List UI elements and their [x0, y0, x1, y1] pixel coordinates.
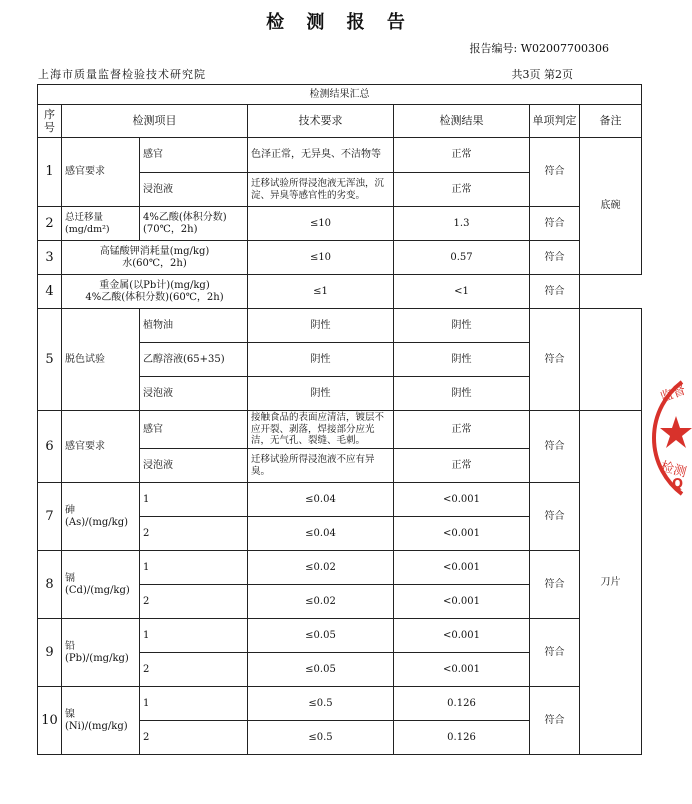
row-item-line: 重金属(以Pb计)(mg/kg) — [99, 279, 210, 291]
result-cell: <0.001 — [394, 619, 530, 653]
row-item — [62, 207, 140, 241]
header-remark: 备注 — [580, 105, 642, 138]
requirement-cell: ≤0.02 — [248, 551, 394, 585]
table-row — [38, 241, 642, 275]
header-result: 检测结果 — [394, 105, 530, 138]
sub-item: 2 — [140, 653, 248, 687]
sub-item — [140, 207, 248, 241]
row-seq: 3 — [38, 241, 62, 275]
requirement-cell: ≤0.05 — [248, 619, 394, 653]
table-row — [38, 551, 642, 585]
sub-item: 1 — [140, 619, 248, 653]
remark-blade: 刀片 — [580, 411, 642, 755]
row-item-line: 水(60℃，2h) — [122, 257, 187, 269]
sub-item: 2 — [140, 517, 248, 551]
row-item: 脱色试验 — [62, 309, 140, 411]
table-row — [38, 309, 642, 343]
svg-text:监督: 监督 — [658, 382, 688, 406]
requirement-cell: 阴性 — [248, 343, 394, 377]
result-cell: 正常 — [394, 138, 530, 173]
sub-item: 乙醇溶液(65+35) — [140, 343, 248, 377]
result-cell: 正常 — [394, 411, 530, 449]
row-item-line: 4%乙酸(体积分数)(60℃，2h) — [85, 291, 224, 303]
sub-item: 1 — [140, 551, 248, 585]
row-item-line: 总迁移量 — [65, 212, 104, 224]
row-item: 感官要求 — [62, 138, 140, 207]
row-item: 镍(Ni)/(mg/kg) — [62, 687, 140, 755]
sub-item: 2 — [140, 585, 248, 619]
sub-item: 感官 — [140, 138, 248, 173]
header-requirement: 技术要求 — [248, 105, 394, 138]
sub-item: 浸泡液 — [140, 449, 248, 483]
verdict-cell: 符合 — [530, 619, 580, 687]
result-cell: 正常 — [394, 449, 530, 483]
row-item — [62, 241, 248, 275]
report-number: 报告编号: W02007700306 — [469, 42, 609, 55]
row-seq: 4 — [38, 275, 62, 309]
requirement-cell: ≤10 — [248, 207, 394, 241]
verdict-cell: 符合 — [530, 551, 580, 619]
institute-name: 上海市质量监督检验技术研究院 — [38, 68, 206, 81]
requirement-cell: 接触食品的表面应清洁，镀层不应开裂、剥落，焊接部分应光洁，无气孔、裂缝、毛刺。 — [248, 411, 394, 449]
row-seq: 6 — [38, 411, 62, 483]
table-row — [38, 207, 642, 241]
requirement-cell: ≤0.5 — [248, 687, 394, 721]
verdict-cell: 符合 — [530, 309, 580, 411]
row-item-line: (mg/dm²) — [65, 223, 110, 235]
result-cell: 阴性 — [394, 377, 530, 411]
sub-item: 浸泡液 — [140, 377, 248, 411]
row-item — [62, 275, 248, 309]
table-row — [38, 411, 642, 449]
table-row — [38, 275, 642, 309]
requirement-cell: ≤0.02 — [248, 585, 394, 619]
requirement-cell: ≤0.04 — [248, 517, 394, 551]
verdict-cell: 符合 — [530, 483, 580, 551]
result-cell: <0.001 — [394, 653, 530, 687]
table-caption: 检测结果汇总 — [38, 85, 642, 105]
result-cell: <0.001 — [394, 551, 530, 585]
requirement-cell: 迁移试验所得浸泡液不应有异臭。 — [248, 449, 394, 483]
requirement-cell: ≤0.05 — [248, 653, 394, 687]
requirement-cell: 迁移试验所得浸泡液无浑浊，沉淀、异臭等感官性的劣变。 — [248, 173, 394, 207]
verdict-cell: 符合 — [530, 411, 580, 483]
verdict-cell: 符合 — [530, 207, 580, 241]
result-cell: 1.3 — [394, 207, 530, 241]
result-cell: 0.126 — [394, 687, 530, 721]
seal-stamp-icon — [652, 378, 692, 498]
header-verdict: 单项判定 — [530, 105, 580, 138]
requirement-cell: 色泽正常，无异臭、不洁物等 — [248, 138, 394, 173]
row-seq: 7 — [38, 483, 62, 551]
row-seq: 2 — [38, 207, 62, 241]
row-seq: 8 — [38, 551, 62, 619]
sub-item-line: (70℃，2h) — [143, 223, 198, 235]
document-title: 检 测 报 告 — [266, 12, 413, 33]
verdict-cell: 符合 — [530, 138, 580, 207]
remark-bowl: 底碗 — [580, 138, 642, 275]
row-item: 铅(Pb)/(mg/kg) — [62, 619, 140, 687]
verdict-cell: 符合 — [530, 241, 580, 275]
sub-item: 植物油 — [140, 309, 248, 343]
result-cell: 0.57 — [394, 241, 530, 275]
sub-item: 2 — [140, 721, 248, 755]
table-row — [38, 138, 642, 173]
verdict-cell: 符合 — [530, 275, 580, 309]
table-row — [38, 483, 642, 517]
table-row — [38, 687, 642, 721]
header-item: 检测项目 — [62, 105, 248, 138]
result-cell: <0.001 — [394, 517, 530, 551]
result-cell: 0.126 — [394, 721, 530, 755]
sub-item: 1 — [140, 687, 248, 721]
svg-text:Q: Q — [672, 477, 684, 492]
table-header-row — [38, 105, 642, 138]
requirement-cell: ≤0.04 — [248, 483, 394, 517]
requirement-cell: ≤1 — [248, 275, 394, 309]
table-caption-row — [38, 85, 642, 105]
result-cell: <1 — [394, 275, 530, 309]
row-item-line: 高锰酸钾消耗量(mg/kg) — [99, 245, 210, 257]
row-seq: 9 — [38, 619, 62, 687]
result-cell: 阴性 — [394, 343, 530, 377]
requirement-cell: ≤10 — [248, 241, 394, 275]
sub-item: 浸泡液 — [140, 173, 248, 207]
row-item: 感官要求 — [62, 411, 140, 483]
header-seq: 序号 — [38, 105, 62, 138]
svg-text:检测: 检测 — [658, 459, 688, 481]
page-info: 共3页 第2页 — [511, 68, 573, 81]
result-cell: <0.001 — [394, 585, 530, 619]
result-cell: <0.001 — [394, 483, 530, 517]
row-seq: 1 — [38, 138, 62, 207]
verdict-cell: 符合 — [530, 687, 580, 755]
row-item: 镉(Cd)/(mg/kg) — [62, 551, 140, 619]
requirement-cell: 阴性 — [248, 309, 394, 343]
requirement-cell: 阴性 — [248, 377, 394, 411]
requirement-cell: ≤0.5 — [248, 721, 394, 755]
results-table — [37, 84, 642, 755]
row-seq: 5 — [38, 309, 62, 411]
sub-item-line: 4%乙酸(体积分数) — [143, 211, 227, 223]
sub-item: 1 — [140, 483, 248, 517]
result-cell: 阴性 — [394, 309, 530, 343]
result-cell: 正常 — [394, 173, 530, 207]
table-row — [38, 619, 642, 653]
row-item: 砷(As)/(mg/kg) — [62, 483, 140, 551]
remark-empty — [580, 309, 642, 411]
sub-item: 感官 — [140, 411, 248, 449]
row-seq: 10 — [38, 687, 62, 755]
